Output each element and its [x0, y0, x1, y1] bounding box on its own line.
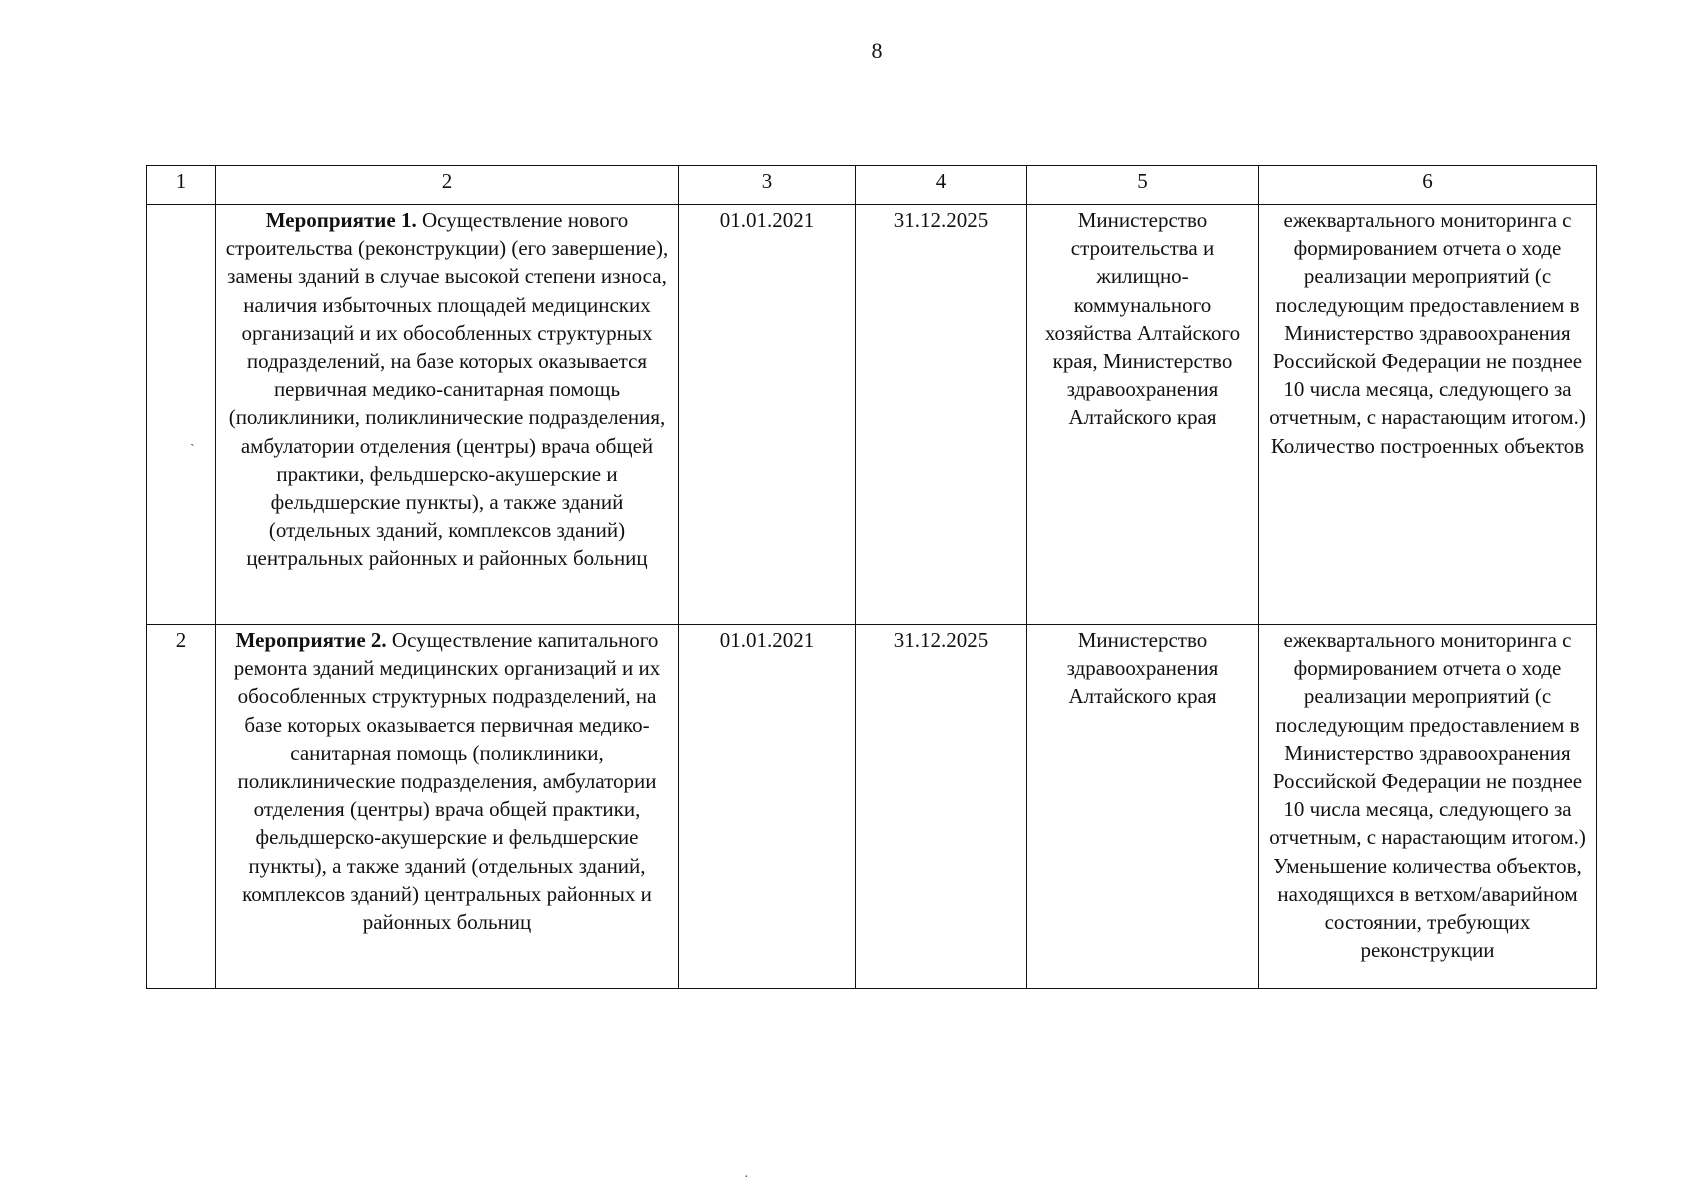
header-cell-1: 1: [147, 166, 216, 205]
header-cell-5: 5: [1027, 166, 1259, 205]
measure-title: Мероприятие 2.: [235, 628, 387, 652]
table-header-row: [147, 166, 1597, 205]
row-number-cell: 2: [147, 625, 216, 989]
header-cell-4: 4: [856, 166, 1027, 205]
result-cell: ежеквартального мониторинга с формированием отчета о ходе реализации мероприятий (с последующим предоставлением в Министерство здравоохранения Российской Федерации не позднее 10 числа месяца, следующего за отчетным, с нарастающим итогом.) Уменьшение количества объектов, находящихся в ветхом/аварийном состоянии, требующих реконструкции: [1259, 625, 1597, 989]
pen-mark: ·: [744, 1170, 749, 1185]
measure-text: Осуществление капитального ремонта зданий медицинских организаций и их обособленных структурных подразделений, на базе которых оказывается первичная медико-санитарная помощь (поликлиники, поликлинические подразделения, амбулатории отделения (центры) врача общей практики, фельдшерско-акушерские и фельдшерские пункты), а также зданий (отдельных зданий, комплексов зданий) центральных районных и районных больниц: [233, 628, 661, 935]
header-cell-3: 3: [679, 166, 856, 205]
measure-text: Осуществление нового строительства (реконструкции) (его завершение), замены зданий в случае высокой степени износа, наличия избыточных площадей медицинских организаций и их обособленных структурных подразделений, на базе которых оказывается первичная медико-санитарная помощь (поликлиники, поликлинические подразделения, амбулатории отделения (центры) врача общей практики, фельдшерско-акушерские и фельдшерские пункты), а также зданий (отдельных зданий, комплексов зданий) центральных районных и районных больниц: [225, 208, 669, 571]
measure-description-cell: [216, 625, 679, 989]
table-row: [147, 625, 1597, 989]
result-cell: ежеквартального мониторинга с формированием отчета о ходе реализации мероприятий (с последующим предоставлением в Министерство здравоохранения Российской Федерации не позднее 10 числа месяца, следующего за отчетным, с нарастающим итогом.) Количество построенных объектов: [1259, 205, 1597, 625]
row-number-cell: [147, 205, 216, 625]
measures-table: [146, 165, 1597, 989]
end-date-cell: 31.12.2025: [856, 205, 1027, 625]
responsible-cell: Министерство здравоохранения Алтайского края: [1027, 625, 1259, 989]
measure-title: Мероприятие 1.: [265, 208, 417, 232]
start-date-cell: 01.01.2021: [679, 205, 856, 625]
responsible-cell: Министерство строительства и жилищно-коммунального хозяйства Алтайского края, Министерство здравоохранения Алтайского края: [1027, 205, 1259, 625]
start-date-cell: 01.01.2021: [679, 625, 856, 989]
end-date-cell: 31.12.2025: [856, 625, 1027, 989]
page-number: 8: [871, 38, 883, 63]
table-row: [147, 205, 1597, 625]
header-cell-2: 2: [216, 166, 679, 205]
measure-description-cell: [216, 205, 679, 625]
header-cell-6: 6: [1259, 166, 1597, 205]
pen-mark: ˏ: [190, 432, 195, 447]
